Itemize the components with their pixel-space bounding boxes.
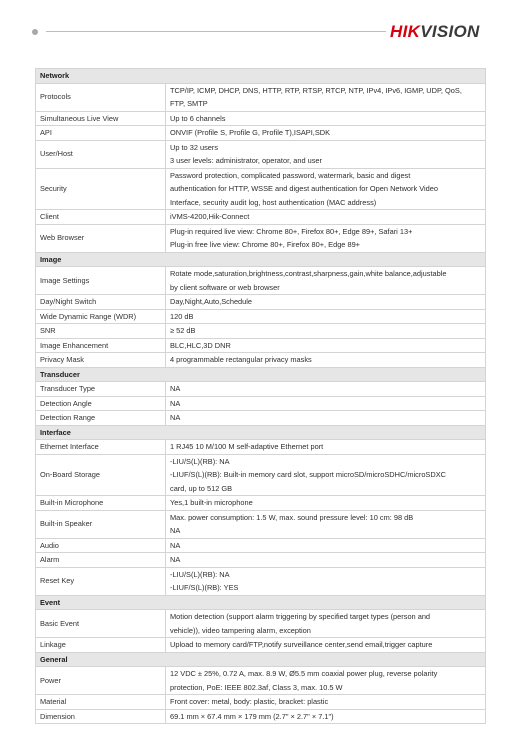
section-header-row [36,367,486,382]
spec-label: Client [36,210,166,225]
section-title: Network [36,69,486,84]
spec-value [166,83,486,111]
spec-value [166,382,486,397]
section-header-row [36,595,486,610]
spec-row [36,567,486,595]
spec-value [166,567,486,595]
spec-value [166,224,486,252]
spec-value-line: card, up to 512 GB [170,483,233,493]
section-header-row [36,425,486,440]
spec-value [166,510,486,538]
spec-row [36,510,486,538]
spec-row [36,140,486,168]
spec-value-line: NA [170,540,181,550]
spec-label: Ethernet Interface [36,440,166,455]
spec-value [166,295,486,310]
spec-row [36,295,486,310]
spec-value [166,411,486,426]
spec-label: Security [36,168,166,210]
spec-value [166,111,486,126]
section-header-row [36,69,486,84]
spec-value [166,338,486,353]
spec-value-line: 1 RJ45 10 M/100 M self-adaptive Ethernet port [170,442,324,451]
spec-row [36,396,486,411]
spec-value-line: -LIUF/S(L)(RB): Built-in memory card slot, support microSD/microSDHC/microSDXC [170,470,446,479]
spec-value [166,210,486,225]
spec-row [36,709,486,724]
spec-label: Image Settings [36,267,166,295]
spec-label: Detection Angle [36,396,166,411]
spec-value-line: Up to 32 users [170,142,219,152]
spec-value [166,667,486,695]
spec-row [36,126,486,141]
spec-label: Reset Key [36,567,166,595]
spec-value [166,126,486,141]
spec-value-line: FTP, SMTP [170,99,208,108]
spec-label: Linkage [36,638,166,653]
spec-value [166,353,486,368]
spec-label: Basic Event [36,610,166,638]
spec-row [36,382,486,397]
spec-row [36,224,486,252]
spec-label: Simultaneous Live View [36,111,166,126]
spec-row [36,111,486,126]
spec-value-line: Plug-in required live view: Chrome 80+, Firefox 80+, Edge 89+, Safari 13+ [170,226,413,236]
spec-row [36,538,486,553]
spec-label: Protocols [36,83,166,111]
spec-value-line: Rotate mode,saturation,brightness,contrast,sharpness,gain,white balance,adjustable [170,269,447,278]
spec-label: Power [36,667,166,695]
spec-label: SNR [36,324,166,339]
spec-label: User/Host [36,140,166,168]
spec-value [166,267,486,295]
spec-value-line: -LIUF/S(L)(RB): YES [170,583,239,592]
spec-value-line: Plug-in free live view: Chrome 80+, Firefox 80+, Edge 89+ [170,240,360,249]
spec-label: Detection Range [36,411,166,426]
spec-row [36,353,486,368]
spec-label: Built-in Microphone [36,496,166,511]
spec-value-line: authentication for HTTP, WSSE and digest authentication for Open Network Video [170,184,438,193]
spec-value-line: vehicle)), video tampering alarm, exception [170,625,311,635]
spec-row [36,324,486,339]
spec-value-line: Password protection, complicated password, watermark, basic and digest [170,170,411,180]
spec-value-line: Yes,1 built-in microphone [170,498,253,507]
spec-row [36,553,486,568]
logo-text-dark: VISION [420,22,480,41]
spec-value-line: NA [170,413,181,422]
spec-label: Alarm [36,553,166,568]
spec-row [36,667,486,695]
spec-value [166,638,486,653]
spec-label: On-Board Storage [36,454,166,496]
spec-value-line: 12 VDC ± 25%, 0.72 A, max. 8.9 W, Ø5.5 mm coaxial power plug, reverse polarity [170,669,438,678]
spec-value-line: iVMS-4200,Hik-Connect [170,212,250,221]
spec-label: Built-in Speaker [36,510,166,538]
spec-row [36,638,486,653]
section-title: General [36,652,486,667]
spec-value [166,695,486,710]
spec-value-line: Front cover: metal, body: plastic, bracket: plastic [170,697,329,706]
spec-value-line: Motion detection (support alarm triggering by specified target types (person and [170,612,431,621]
section-title: Event [36,595,486,610]
spec-value-line: BLC,HLC,3D DNR [170,340,231,350]
spec-value [166,440,486,455]
spec-value [166,168,486,210]
spec-label: Image Enhancement [36,338,166,353]
spec-value-line: ONVIF (Profile S, Profile G, Profile T),ISAPI,SDK [170,128,331,137]
section-header-row [36,652,486,667]
spec-value-line: 69.1 mm × 67.4 mm × 179 mm (2.7" × 2.7" × 7.1") [170,711,334,721]
spec-value-line: Upload to memory card/FTP,notify surveillance center,send email,trigger capture [170,640,433,649]
spec-value-line: protection, PoE: IEEE 802.3af, Class 3, max. 10.5 W [170,682,343,692]
spec-value [166,396,486,411]
spec-label: Material [36,695,166,710]
spec-row [36,309,486,324]
spec-value-line: Max. power consumption: 1.5 W, max. sound pressure level: 10 cm: 98 dB [170,512,414,522]
spec-value-line: NA [170,384,181,393]
spec-label: Web Browser [36,224,166,252]
spec-row [36,610,486,638]
spec-value [166,309,486,324]
spec-value [166,538,486,553]
spec-label: API [36,126,166,141]
spec-row [36,411,486,426]
spec-value-line: TCP/IP, ICMP, DHCP, DNS, HTTP, RTP, RTSP, RTCP, NTP, IPv4, IPv6, IGMP, UDP, QoS, [170,85,462,95]
spec-row [36,168,486,210]
spec-value-line: 3 user levels: administrator, operator, and user [170,156,322,165]
spec-value [166,496,486,511]
spec-value-line: 4 programmable rectangular privacy masks [170,355,312,364]
section-title: Transducer [36,367,486,382]
spec-row [36,210,486,225]
spec-row [36,695,486,710]
spec-label: Wide Dynamic Range (WDR) [36,309,166,324]
spec-row [36,83,486,111]
spec-value-line: -LIU/S(L)(RB): NA [170,456,230,466]
hikvision-logo [390,21,498,43]
page-header [0,0,522,60]
spec-value-line: 120 dB [170,311,194,321]
spec-value-line: Interface, security audit log, host authentication (MAC address) [170,197,377,207]
spec-label: Day/Night Switch [36,295,166,310]
spec-label: Audio [36,538,166,553]
spec-row [36,496,486,511]
spec-label: Dimension [36,709,166,724]
section-title: Interface [36,425,486,440]
spec-value-line: ≥ 52 dB [170,326,196,335]
spec-value [166,553,486,568]
specification-table [35,68,486,724]
logo-text-red: HIK [390,22,421,41]
spec-label: Privacy Mask [36,353,166,368]
spec-value-line: -LIU/S(L)(RB): NA [170,569,230,579]
spec-value [166,610,486,638]
spec-value-line: NA [170,555,181,564]
header-divider [46,31,386,32]
spec-value-line: NA [170,526,181,535]
spec-value [166,324,486,339]
spec-row [36,338,486,353]
spec-value-line: Up to 6 channels [170,113,226,123]
spec-value-line: by client software or web browser [170,282,280,292]
spec-row [36,267,486,295]
spec-value [166,140,486,168]
spec-value-line: Day,Night,Auto,Schedule [170,297,253,306]
spec-value [166,454,486,496]
header-bullet-icon [32,29,38,35]
spec-value-line: NA [170,398,181,408]
section-header-row [36,252,486,267]
spec-value [166,709,486,724]
spec-row [36,440,486,455]
spec-row [36,454,486,496]
section-title: Image [36,252,486,267]
spec-label: Transducer Type [36,382,166,397]
